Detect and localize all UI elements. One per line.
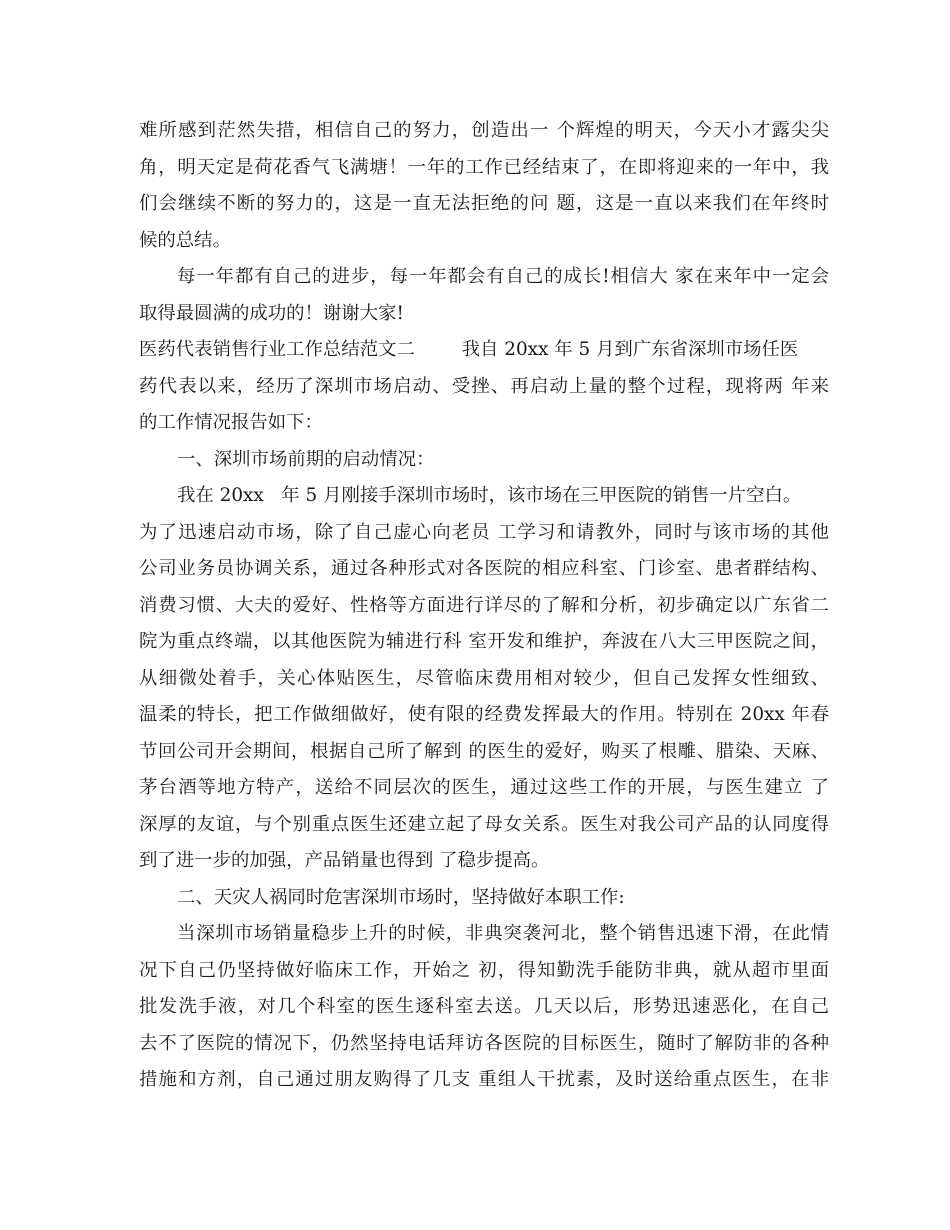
text-line: 深厚的友谊，与个别重点医生还建立起了母女关系。医生对我公司产品的认同度得 [139, 813, 829, 835]
text-line: 角，明天定是荷花香气飞满塘！一年的工作已经结束了，在即将迎来的一年中，我 [139, 156, 829, 178]
text-line: 茅台酒等地方特产，送给不同层次的医生，通过这些工作的开展，与医生建立 了 [139, 777, 829, 798]
subheading-line: 一、深圳市场前期的启动情况： [177, 448, 435, 470]
text-line: 们会继续不断的努力的，这是一直无法拒绝的问 题，这是一直以来我们在年终时 [139, 193, 829, 214]
text-line: 候的总结。 [139, 229, 231, 251]
text-line: 消费习惯、大夫的爱好、性格等方面进行详尽的了解和分析，初步确定以广东省二 [139, 594, 829, 616]
text-line: 难所感到茫然失措，相信自己的努力，创造出一 个辉煌的明天，今天小才露尖尖 [139, 120, 829, 141]
text-line: 每一年都有自己的进步，每一年都会有自己的成长!相信大 家在来年中一定会 [177, 266, 829, 287]
text-line: 措施和方剂，自己通过朋友购得了几支 重组人干扰素，及时送给重点医生，在非 [139, 1069, 829, 1090]
text-line: 况下自己仍坚持做好临床工作，开始之 初，得知勤洗手能防非典，就从超市里面 [139, 959, 829, 981]
document-body [139, 113, 829, 1099]
text-line: 从细微处着手，关心体贴医生，尽管临床费用相对较少，但自己发挥女性细致、 [139, 667, 829, 689]
text-line: 批发洗手液，对几个科室的医生逐科室去送。几天以后，形势迅速恶化，在自己 [139, 996, 829, 1017]
text-line: 院为重点终端，以其他医院为辅进行科 室开发和维护，奔波在八大三甲医院之间， [139, 631, 829, 652]
text-line: 公司业务员协调关系，通过各种形式对各医院的相应科室、门诊室、患者群结构、 [139, 558, 829, 579]
text-line: 为了迅速启动市场，除了自己虚心向老员 工学习和请教外，同时与该市场的其他 [139, 521, 829, 543]
text-line: 当深圳市场销量稳步上升的时候，非典突袭河北，整个销售迅速下滑，在此情 [177, 923, 829, 944]
text-line: 我在 20xx 年 5 月刚接手深圳市场时，该市场在三甲医院的销售一片空白。 [177, 485, 802, 506]
section-heading-line: 医药代表销售行业工作总结范文二 我自 20xx 年 5 月到广东省深圳市场任医 [139, 339, 799, 360]
text-line: 的工作情况报告如下： [139, 412, 323, 433]
text-line: 取得最圆满的成功的！谢谢大家! [139, 302, 404, 324]
subheading-line: 二、天灾人祸同时危害深圳市场时，坚持做好本职工作: [177, 886, 625, 908]
text-line: 去不了医院的情况下，仍然坚持电话拜访各医院的目标医生，随时了解防非的各种 [139, 1032, 829, 1054]
text-line: 到了进一步的加强，产品销量也得到 了稳步提高。 [139, 850, 550, 871]
text-line: 药代表以来，经历了深圳市场启动、受挫、再启动上量的整个过程，现将两 年来 [139, 375, 829, 397]
text-line: 温柔的特长，把工作做细做好，使有限的经费发挥最大的作用。特别在 20xx 年春 [139, 704, 829, 725]
text-line: 节回公司开会期间，根据自己所了解到 的医生的爱好，购买了根雕、腊染、天麻、 [139, 740, 829, 762]
